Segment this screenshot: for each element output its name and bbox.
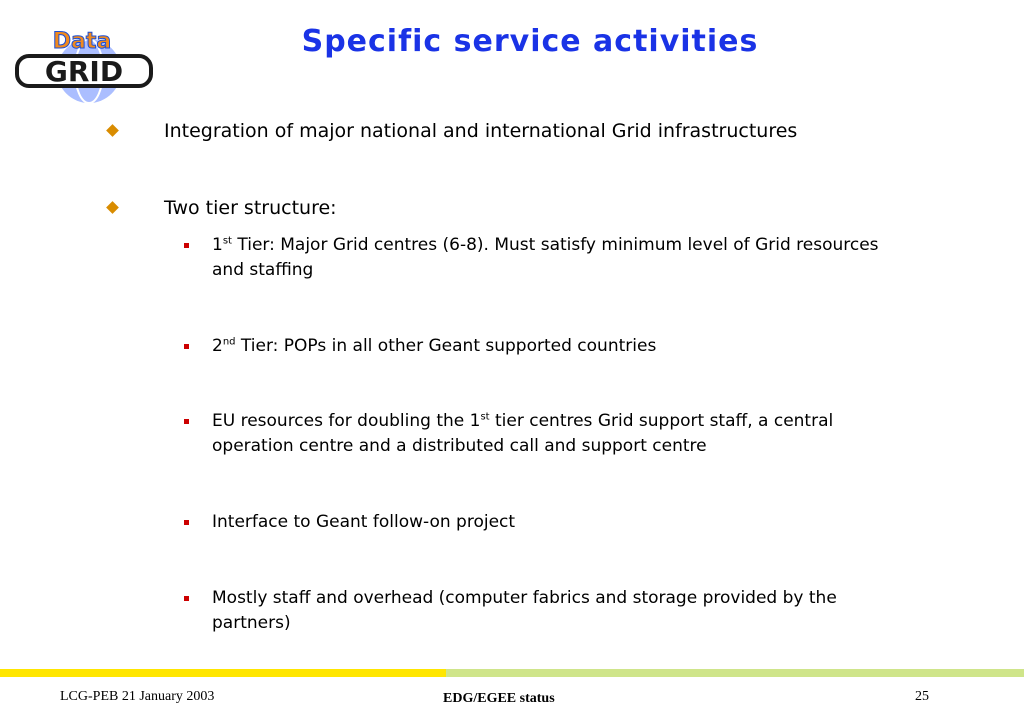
square-bullet-icon <box>184 520 189 525</box>
diamond-bullet-icon <box>106 124 119 137</box>
subbullet-text-pre: 2 <box>212 336 223 356</box>
footer-bar-right <box>446 669 1024 677</box>
subbullet-item <box>212 510 912 535</box>
subbullet-text-post: tier centres Grid support staff, a central operation centre and a distributed call and support centre <box>212 411 834 456</box>
subbullet-item <box>212 233 912 283</box>
ordinal-suffix: st <box>222 235 232 247</box>
subbullet-item <box>212 409 912 459</box>
subbullet-text-post: Tier: Major Grid centres (6-8). Must satisfy minimum level of Grid resources and staffing <box>212 235 879 280</box>
bullet-text: Integration of major national and international Grid infrastructures <box>164 120 798 142</box>
subbullet-text-pre: EU resources for doubling the 1 <box>212 411 481 431</box>
square-bullet-icon <box>184 419 189 424</box>
diamond-bullet-icon <box>106 201 119 214</box>
slide-title: Specific service activities <box>301 24 759 59</box>
subbullet-item <box>212 334 912 359</box>
subbullet-text-post: Tier: POPs in all other Geant supported countries <box>235 336 657 356</box>
logo-data-text: Data <box>52 29 112 54</box>
subbullet-text-pre: 1 <box>212 235 223 255</box>
subbullet-item <box>212 586 912 636</box>
page-number: 25 <box>915 689 929 704</box>
bullet-item <box>164 194 804 222</box>
subbullet-text: Interface to Geant follow-on project <box>212 512 516 532</box>
footer-date: LCG-PEB 21 January 2003 <box>60 689 215 704</box>
ordinal-suffix: nd <box>222 336 236 348</box>
square-bullet-icon <box>184 344 189 349</box>
square-bullet-icon <box>184 243 189 248</box>
subbullet-text: Mostly staff and overhead (computer fabrics and storage provided by the partners) <box>212 588 837 633</box>
footer-bar-left <box>0 669 446 677</box>
footer-title: EDG/EGEE status <box>443 691 555 706</box>
bullet-text: Two tier structure: <box>164 197 337 219</box>
bullet-item <box>164 117 804 145</box>
ordinal-suffix: st <box>480 411 490 423</box>
logo-grid-text: GRID <box>44 55 124 88</box>
square-bullet-icon <box>184 596 189 601</box>
